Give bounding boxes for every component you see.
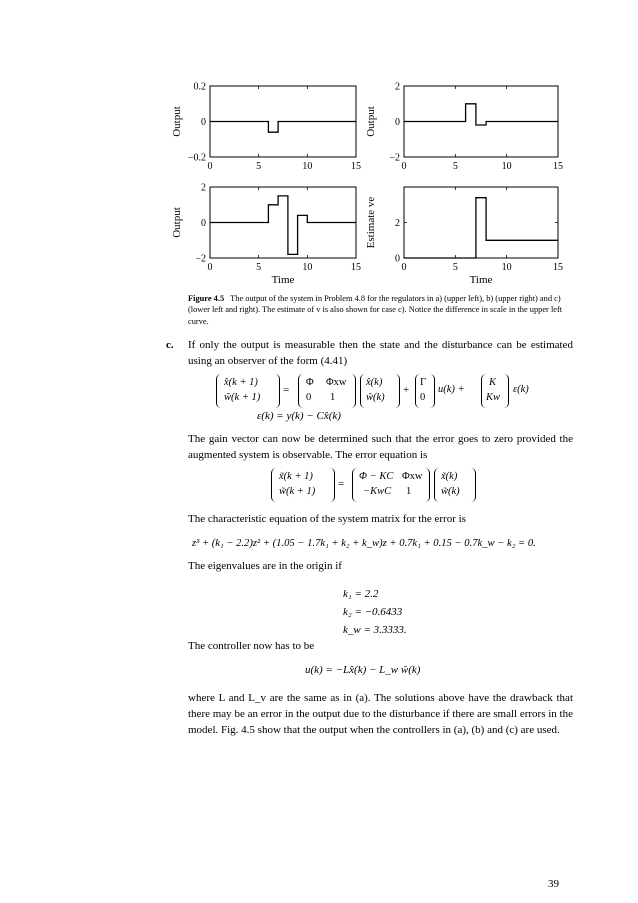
closing-paragraph: where L and L_v are the same as in (a). The solutions above have the drawback that there may be an error in the output due to the disturbance if there are small errors in the model. Fig. 4.5 show that the output when the controllers in (a), (b) and (c) are used. bbox=[188, 692, 573, 737]
err-a22: 1 bbox=[406, 486, 412, 497]
y-tick-label: 0.2 bbox=[193, 81, 206, 93]
err-lhs-1: x̃(k + 1) bbox=[279, 471, 313, 482]
figure-4-5 bbox=[0, 0, 638, 292]
gain-paragraph: The gain vector can now be determined such that the error goes to zero provided the augmented system is observable. The error equation is bbox=[188, 433, 573, 462]
obs-a11: Φ bbox=[306, 377, 314, 388]
y-tick-label: 0 bbox=[201, 117, 206, 128]
x-tick-label: 15 bbox=[553, 161, 563, 172]
y-tick-label: 2 bbox=[395, 81, 400, 93]
obs-eps: ε(k) bbox=[513, 384, 529, 395]
k1-value: k₁ = 2.2 bbox=[343, 588, 379, 600]
err-equals-sign: = bbox=[338, 478, 345, 490]
y-tick-label: 2 bbox=[395, 218, 400, 229]
x-tick-label: 15 bbox=[351, 262, 361, 273]
obs-b2: 0 bbox=[420, 392, 426, 403]
err-lhs-2: w̃(k + 1) bbox=[279, 486, 316, 497]
controller-equation: u(k) = −Lx̂(k) − L_w ŵ(k) bbox=[305, 664, 421, 676]
x-tick-label: 10 bbox=[302, 262, 313, 273]
obs-lhs-1: x̂(k + 1) bbox=[224, 377, 258, 388]
epsilon-definition: ε(k) = y(k) − Cx̂(k) bbox=[257, 410, 341, 422]
y-tick-label: 0 bbox=[395, 117, 400, 128]
x-tick-label: 15 bbox=[351, 161, 361, 172]
obs-a22: 1 bbox=[330, 392, 336, 403]
x-tick-label: 5 bbox=[256, 262, 262, 273]
x-tick-label: 15 bbox=[553, 262, 563, 273]
x-tick-label: 0 bbox=[401, 161, 407, 172]
kw-value: k_w = 3.3333. bbox=[343, 624, 407, 636]
y-axis-label: Output bbox=[365, 106, 377, 137]
obs-x2: ŵ(k) bbox=[366, 392, 385, 403]
eigen-paragraph: The eigenvalues are in the origin if bbox=[188, 560, 342, 572]
x-axis-label: Time bbox=[469, 274, 493, 286]
y-axis-label: Output bbox=[171, 207, 183, 238]
err-x2: w̃(k) bbox=[441, 486, 460, 497]
obs-x1: x̂(k) bbox=[366, 377, 383, 388]
k2-value: k₂ = −0.6433 bbox=[343, 606, 403, 618]
y-axis-label: Estimate ve bbox=[365, 196, 377, 249]
y-axis-label: Output bbox=[171, 106, 183, 137]
y-tick-label: 2 bbox=[201, 182, 206, 194]
x-tick-label: 10 bbox=[501, 161, 512, 172]
x-tick-label: 5 bbox=[452, 262, 458, 273]
y-tick-label: −2 bbox=[195, 253, 206, 265]
x-tick-label: 0 bbox=[207, 262, 213, 273]
y-tick-label: 0 bbox=[201, 218, 206, 229]
char-paragraph: The characteristic equation of the system matrix for the error is bbox=[188, 513, 466, 525]
characteristic-equation: z³ + (k₁ − 2.2)z² + (1.05 − 1.7k₁ + k₂ + k_w)z + 0.7k₁ + 0.15 − 0.7k_w − k₂ = 0. bbox=[192, 538, 536, 549]
obs-lhs-2: ŵ(k + 1) bbox=[224, 392, 261, 403]
y-tick-label: 0 bbox=[395, 253, 400, 265]
obs-u: u(k) + bbox=[438, 384, 465, 395]
plus-sign: + bbox=[403, 384, 410, 396]
err-x1: x̃(k) bbox=[441, 471, 458, 482]
x-tick-label: 5 bbox=[256, 161, 262, 172]
controller-paragraph: The controller now has to be bbox=[188, 640, 315, 652]
err-a11: Φ − KC bbox=[359, 471, 394, 482]
series-line-lower-right bbox=[404, 198, 558, 258]
x-tick-label: 10 bbox=[302, 161, 313, 172]
y-tick-label: −0.2 bbox=[187, 152, 206, 164]
caption-text: The output of the system in Problem 4.8 for the regulators in a) (upper left), b) (upper right) and c) (lower left and right). The estimate of v is also shown for case c). Notice the difference in scale in the upper left curve. bbox=[188, 294, 563, 326]
intro-paragraph: If only the output is measurable then the state and the disturbance can be estimated using an observer of the form (4.41) bbox=[188, 339, 573, 368]
err-a21: −KwC bbox=[363, 486, 392, 497]
series-line-lower-left bbox=[210, 196, 356, 255]
series-line-upper-right bbox=[404, 104, 558, 125]
err-a12: Φxw bbox=[402, 471, 423, 482]
caption-label: Figure 4.5 bbox=[188, 294, 225, 303]
series-line-upper-left bbox=[210, 122, 356, 133]
obs-a12: Φxw bbox=[326, 377, 347, 388]
equals-sign: = bbox=[283, 384, 290, 396]
x-tick-label: 0 bbox=[401, 262, 407, 273]
page-number: 39 bbox=[548, 878, 559, 890]
x-axis-label: Time bbox=[271, 274, 295, 286]
x-tick-label: 10 bbox=[501, 262, 512, 273]
y-tick-label: −2 bbox=[389, 152, 400, 164]
obs-k2: Kw bbox=[486, 392, 501, 403]
section-label: c. bbox=[166, 339, 174, 351]
obs-b1: Γ bbox=[420, 377, 427, 388]
obs-k1: K bbox=[489, 377, 497, 388]
figure-caption bbox=[188, 293, 568, 327]
x-tick-label: 0 bbox=[207, 161, 213, 172]
x-tick-label: 5 bbox=[452, 161, 458, 172]
obs-a21: 0 bbox=[306, 392, 312, 403]
